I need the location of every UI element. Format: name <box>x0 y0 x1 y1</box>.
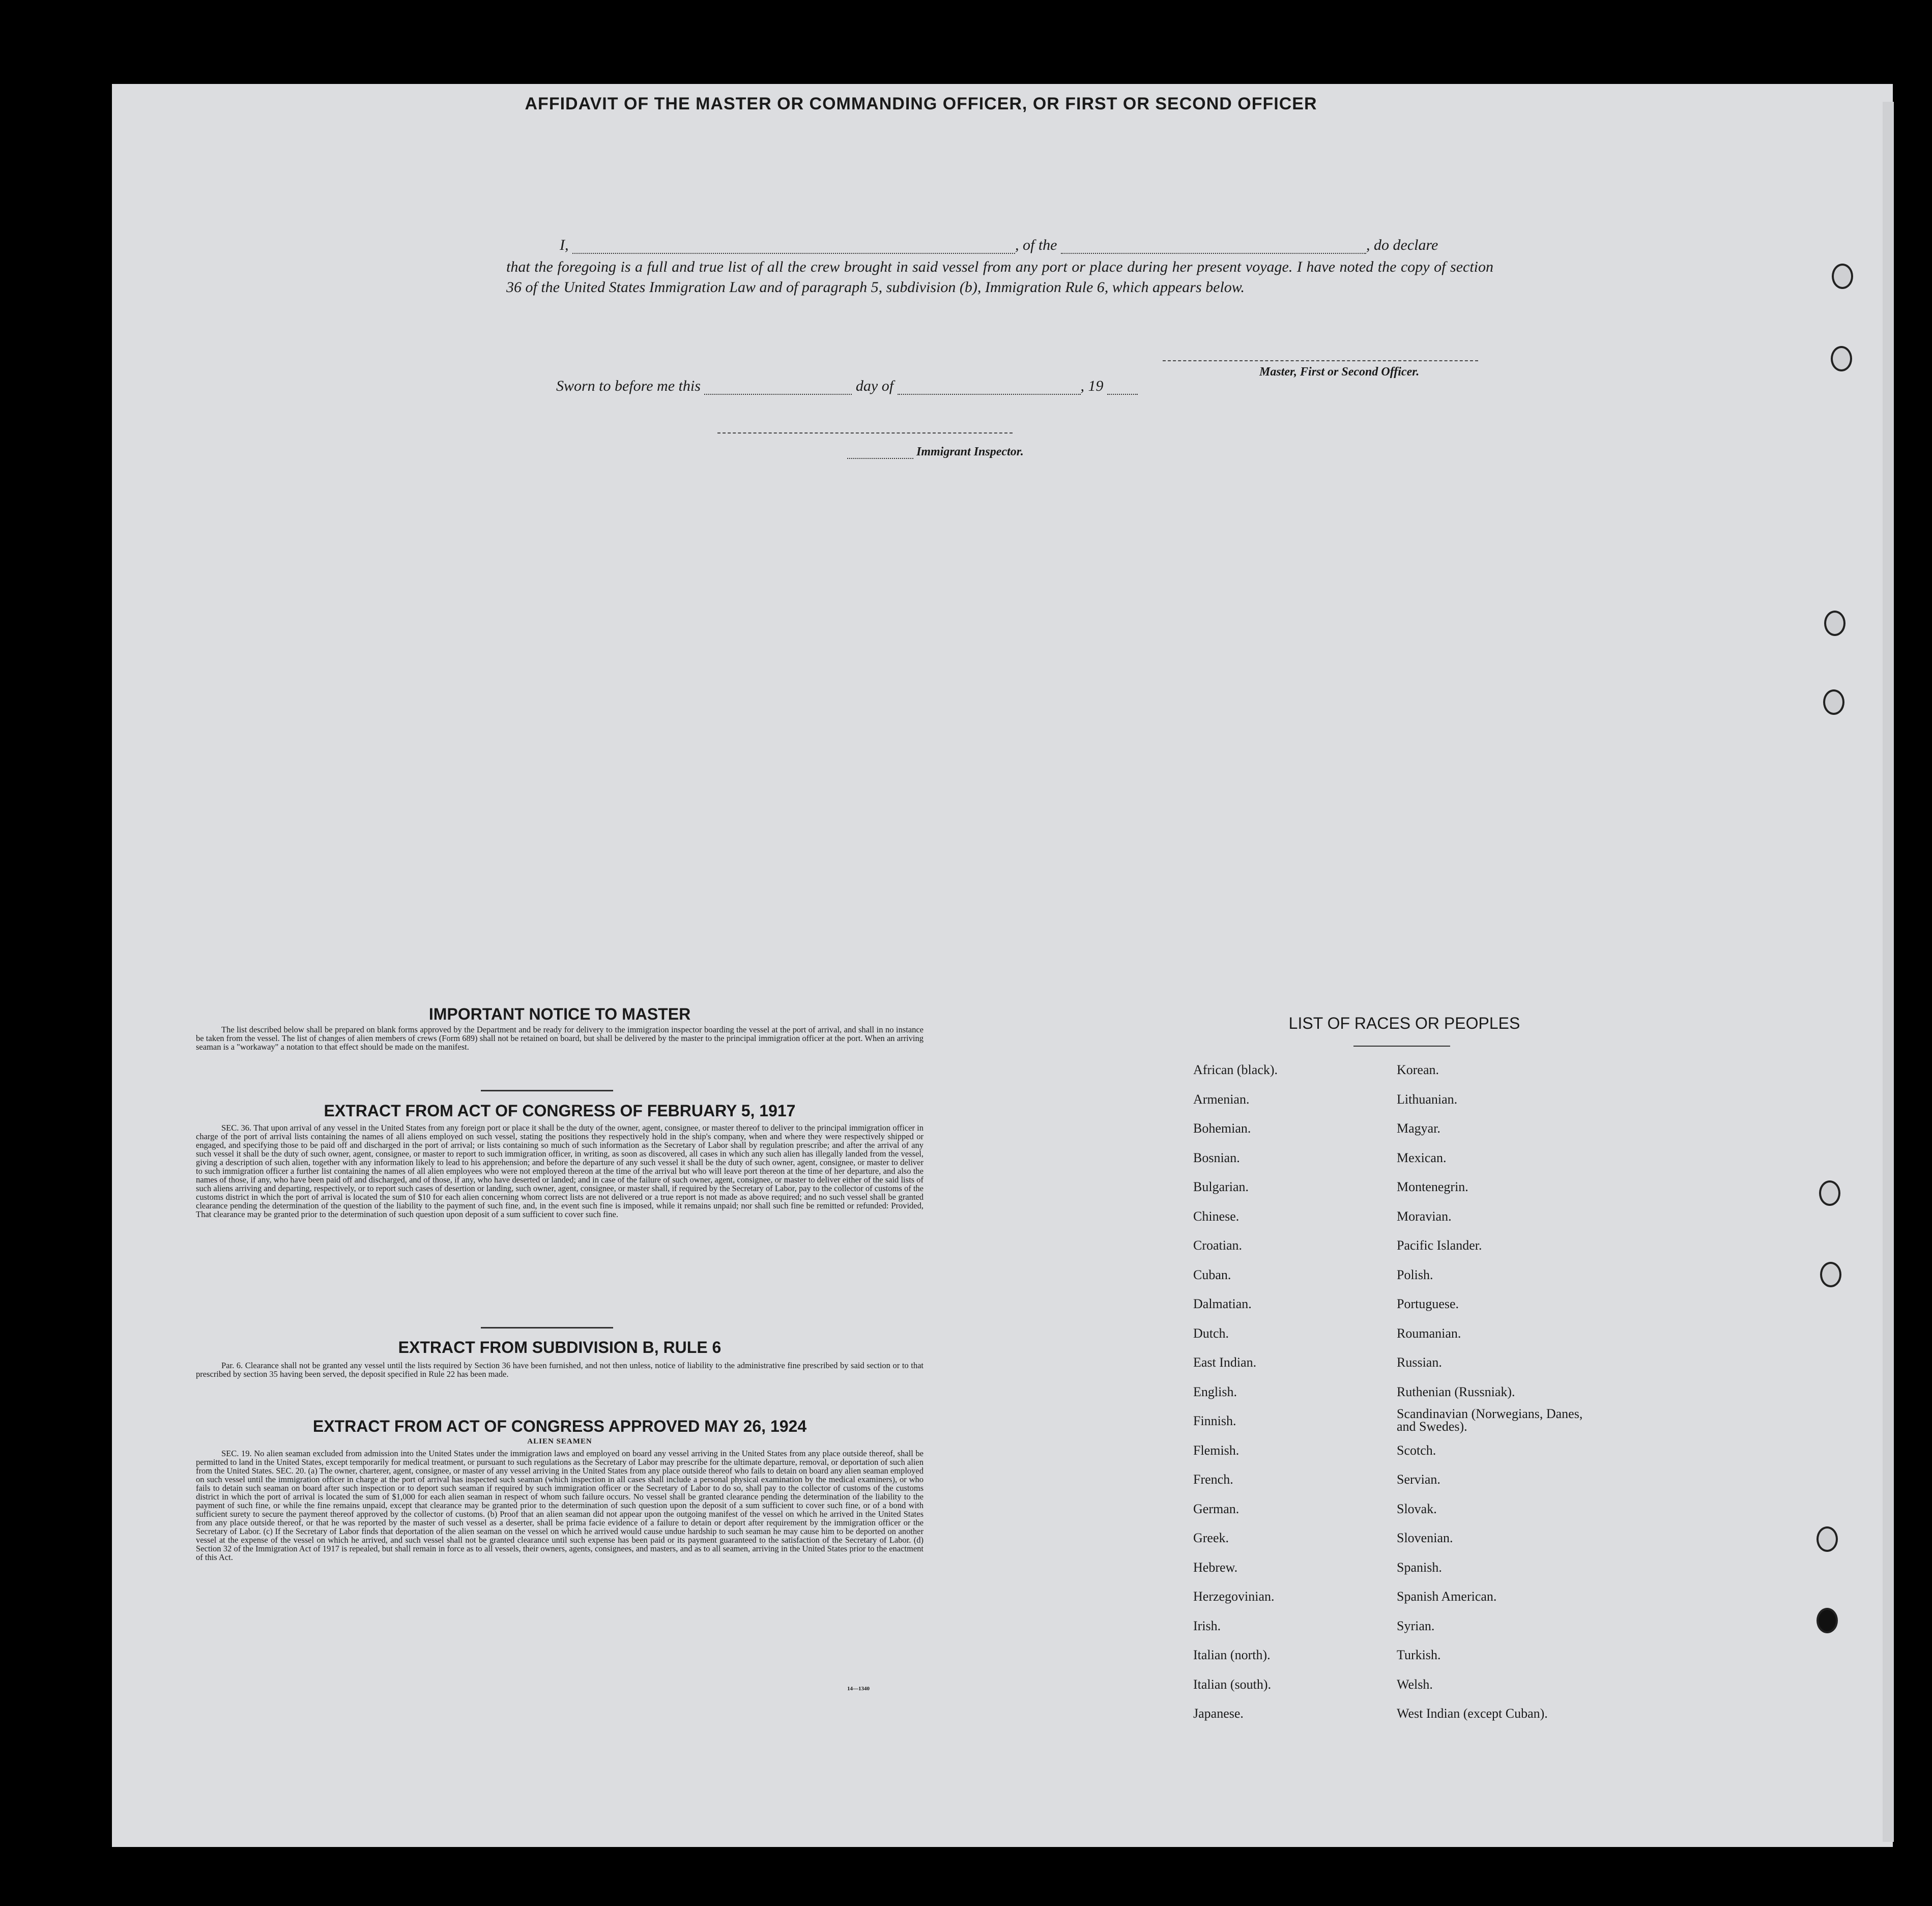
affidavit-paragraph: that the foregoing is a full and true list of all the crew brought in said vessel from any port or place during her present voyage. I have noted the copy of section 36 of the United States Immigration Law and of paragraph 5, subdivision (b), Immigration Rule 6, which appears below. <box>506 258 1493 296</box>
race-entry: Dalmatian. <box>1193 1296 1252 1311</box>
inspector-label-row <box>847 445 1024 459</box>
punch-hole <box>1820 1262 1841 1287</box>
race-entry: German. <box>1193 1501 1239 1516</box>
race-entry: Finnish. <box>1193 1413 1236 1428</box>
extract-1917-title: EXTRACT FROM ACT OF CONGRESS OF FEBRUARY 5, 1917 <box>324 1102 796 1120</box>
race-entry: Greek. <box>1193 1530 1229 1545</box>
vessel-name-field[interactable] <box>1061 253 1366 254</box>
extract-rule6-text: Par. 6. Clearance shall not be granted any vessel until the lists required by Section 36 have been furnished, and not then unless, notice of liability to the administrative fine prescribed by said section or to that prescribed by section 35 having been served, the deposit specified in Rule 22 has been made. <box>196 1361 924 1379</box>
race-entry: Armenian. <box>1193 1091 1250 1107</box>
declarant-name-field[interactable] <box>572 253 1015 254</box>
race-entry: Polish. <box>1397 1267 1433 1282</box>
race-entry: Ruthenian (Russniak). <box>1397 1384 1515 1399</box>
sworn-day-label: day of <box>855 378 894 394</box>
race-entry: Moravian. <box>1397 1208 1452 1224</box>
inspector-name-field[interactable] <box>847 458 913 459</box>
race-entry: Flemish. <box>1193 1442 1239 1458</box>
affidavit-title: AFFIDAVIT OF THE MASTER OR COMMANDING OFFICER, OR FIRST OR SECOND OFFICER <box>525 94 1317 113</box>
race-entry: Lithuanian. <box>1397 1091 1458 1107</box>
document-page <box>112 84 1893 1847</box>
race-entry: Portuguese. <box>1397 1296 1459 1311</box>
race-entry: English. <box>1193 1384 1237 1399</box>
race-entry: Pacific Islander. <box>1397 1238 1482 1253</box>
race-entry: Chinese. <box>1193 1208 1239 1224</box>
race-entry: Hebrew. <box>1193 1560 1238 1575</box>
race-entry: Scandinavian (Norwegians, Danes, and Swedes). <box>1397 1406 1583 1434</box>
race-entry: Welsh. <box>1397 1677 1433 1692</box>
race-entry: Croatian. <box>1193 1238 1243 1253</box>
extract-1924-text: SEC. 19. No alien seaman excluded from admission into the United States under the immigration laws and employed on board any vessel arriving in the United States from any place outside thereof, shall be permitted to land in the United States, except temporarily for medical treatment, or pursuant to such regulations as the Secretary of Labor may prescribe for the ultimate departure, removal, or deportation of such alien from the United States. SEC. 20. (a) The owner, charterer, agent, consignee, or master of any vessel arriving in the United States from any place outside thereof who fails to detain on board any alien seaman employed on such vessel until the immigration officer in charge at the port of arrival has inspected such seaman (which inspection in all cases shall include a personal physical examination by the medical examiners), or who fails to detain such seaman on board after such inspection or to deport such seaman if required by such immigration officer or the Secretary of Labor to do so, shall pay to the collector of customs of the customs district in which the port of arrival is located the sum of $1,000 for each alien seaman in respect of whom such failure occurs. No vessel shall be granted clearance pending the determination of the liability to the payment of such fine, or while the fine remains unpaid, except that clearance may be granted prior to the determination of such question upon the deposit of a sum sufficient to cover such fine, or of a bond with sufficient surety to secure the payment thereof approved by the collector of customs. (b) Proof that an alien seaman did not appear upon the outgoing manifest of the vessel on which he arrived in the United States from any place outside thereof, or that he was reported by the master of such vessel as a deserter, shall be prima facie evidence of a failure to detain or deport after requirement by the immigration officer or the Secretary of Labor. (c) If the Secretary of Labor finds that deportation of the alien seaman on the vessel on which he arrived would cause undue hardship to such seaman he may cause him to be deported on another vessel at the expense of the vessel on which he arrived, and such vessel shall not be granted clearance until such expense has been paid or its payment guaranteed to the satisfaction of the Secretary of Labor. (d) Section 32 of the Immigration Act of 1917 is repealed, but shall remain in force as to all vessels, their owners, agents, consignees, and masters, and as to all seamen, arriving in the United States prior to the enactment of this Act. <box>196 1449 924 1562</box>
races-title: LIST OF RACES OR PEOPLES <box>1288 1014 1520 1032</box>
race-entry: Cuban. <box>1193 1267 1231 1282</box>
punch-hole <box>1816 1526 1838 1552</box>
race-entry: Servian. <box>1397 1472 1440 1487</box>
sworn-month-field[interactable] <box>898 394 1081 395</box>
inspector-label: Immigrant Inspector. <box>916 445 1024 458</box>
race-entry: Roumanian. <box>1397 1325 1461 1341</box>
race-entry: East Indian. <box>1193 1355 1257 1370</box>
sworn-year-field[interactable] <box>1107 394 1138 395</box>
race-entry: Bulgarian. <box>1193 1179 1249 1194</box>
page-edge <box>1883 102 1894 1842</box>
extract-1924-title: EXTRACT FROM ACT OF CONGRESS APPROVED MAY 26, 1924 <box>312 1417 807 1435</box>
punch-hole <box>1831 346 1852 371</box>
declare-suffix: , do declare <box>1366 237 1438 253</box>
divider <box>481 1090 613 1091</box>
declarant-prefix: I, <box>560 237 569 253</box>
extract-1917-text: SEC. 36. That upon arrival of any vessel in the United States from any foreign port or place it shall be the duty of the owner, agent, consignee, or master thereof to deliver to the principal immigration officer in charge of the port of arrival lists containing the names of all aliens employed on such vessel, stating the positions they respectively hold in the ship's company, when and where they were respectively shipped or engaged, and specifying those to be paid off and discharged in the port of arrival; or lists containing so much of such information as the Secretary of Labor shall by regulation prescribe; and after the arrival of any such vessel it shall be the duty of such owner, agent, consignee, or master to report to such immigration officer, in writing, as soon as discovered, all cases in which any such alien has illegally landed from the vessel, giving a description of such alien, together with any information likely to lead to his apprehension; and before the departure of any such vessel it shall be the duty of such owner, agent, consignee, or master to deliver to such immigration officer a further list containing the names of all alien employees who were not employed thereon at the time of the arrival but who will leave port thereon at the time of her departure, and also the names of those, if any, who have been paid off and discharged, and of those, if any, who have deserted or landed; and in case of the failure of such owner, agent, consignee, or master to deliver either of the said lists of such aliens arriving and departing, respectively, or to report such cases of desertion or landing, such owner, agent, consignee, or master shall, if required by the Secretary of Labor, pay to the collector of customs of the customs district in which the port of arrival is located the sum of $10 for each alien concerning whom correct lists are not delivered or a true report is not made as above required; and no such vessel shall be granted clearance pending the determination of the question of the liability to the payment of such fine, and, in the event such fine is imposed, while it remains unpaid; nor shall such fine be remitted or refunded: Provided, That clearance may be granted prior to the determination of such question upon deposit of a sum sufficient to cover such fine. <box>196 1123 924 1219</box>
extract-1924-subtitle: ALIEN SEAMEN <box>527 1437 592 1446</box>
vessel-prefix: , of the <box>1015 237 1057 253</box>
affidavit-declaration-line <box>560 237 1491 254</box>
race-entry: Montenegrin. <box>1397 1179 1468 1194</box>
punch-hole <box>1832 264 1853 289</box>
race-entry: Korean. <box>1397 1062 1439 1077</box>
race-entry: Slovenian. <box>1397 1530 1453 1545</box>
divider <box>481 1327 613 1329</box>
race-entry: Slovak. <box>1397 1501 1437 1516</box>
form-number: 14—1340 <box>847 1686 870 1692</box>
inspector-signature-line[interactable] <box>717 432 1013 434</box>
race-entry: Bohemian. <box>1193 1121 1251 1136</box>
master-signature-label: Master, First or Second Officer. <box>1259 365 1420 379</box>
race-entry: Dutch. <box>1193 1325 1229 1341</box>
notice-title: IMPORTANT NOTICE TO MASTER <box>428 1005 691 1023</box>
race-entry: Italian (north). <box>1193 1648 1271 1662</box>
race-entry: West Indian (except Cuban). <box>1397 1706 1548 1721</box>
race-entry: Scotch. <box>1397 1442 1436 1458</box>
sworn-prefix: Sworn to before me this <box>556 378 701 394</box>
punch-hole <box>1819 1180 1840 1206</box>
extract-rule6-title: EXTRACT FROM SUBDIVISION B, RULE 6 <box>398 1338 722 1356</box>
notice-text: The list described below shall be prepared on blank forms approved by the Department and be ready for delivery to the immigration inspector boarding the vessel at the port of arrival, and shall in no instance be taken from the vessel. The list of changes of alien members of crews (Form 689) shall not be retained on board, but shall be delivered by the master to the principal immigration officer at the port. When an arriving seaman is a "workaway" a notation to that effect should be made on the manifest. <box>196 1025 924 1052</box>
race-entry: Magyar. <box>1397 1121 1440 1136</box>
punch-hole <box>1816 1608 1838 1633</box>
master-signature-line[interactable] <box>1163 360 1478 361</box>
race-entry: French. <box>1193 1472 1233 1487</box>
race-entry: African (black). <box>1193 1062 1278 1077</box>
punch-hole <box>1824 611 1846 636</box>
race-entry: Irish. <box>1193 1618 1221 1633</box>
sworn-day-field[interactable] <box>704 394 852 395</box>
divider <box>1353 1046 1450 1047</box>
race-entry: Herzegovinian. <box>1193 1589 1275 1604</box>
race-entry: Mexican. <box>1397 1150 1447 1165</box>
race-entry: Syrian. <box>1397 1618 1435 1633</box>
race-entry: Turkish. <box>1397 1648 1441 1662</box>
race-entry: Japanese. <box>1193 1706 1244 1721</box>
punch-hole <box>1823 689 1844 715</box>
race-entry: Spanish. <box>1397 1560 1442 1575</box>
race-entry: Italian (south). <box>1193 1677 1272 1692</box>
sworn-year-prefix: , 19 <box>1080 378 1104 394</box>
race-entry: Spanish American. <box>1397 1589 1497 1604</box>
sworn-line <box>556 378 1218 395</box>
race-entry: Bosnian. <box>1193 1150 1240 1165</box>
race-entry: Russian. <box>1397 1355 1442 1370</box>
